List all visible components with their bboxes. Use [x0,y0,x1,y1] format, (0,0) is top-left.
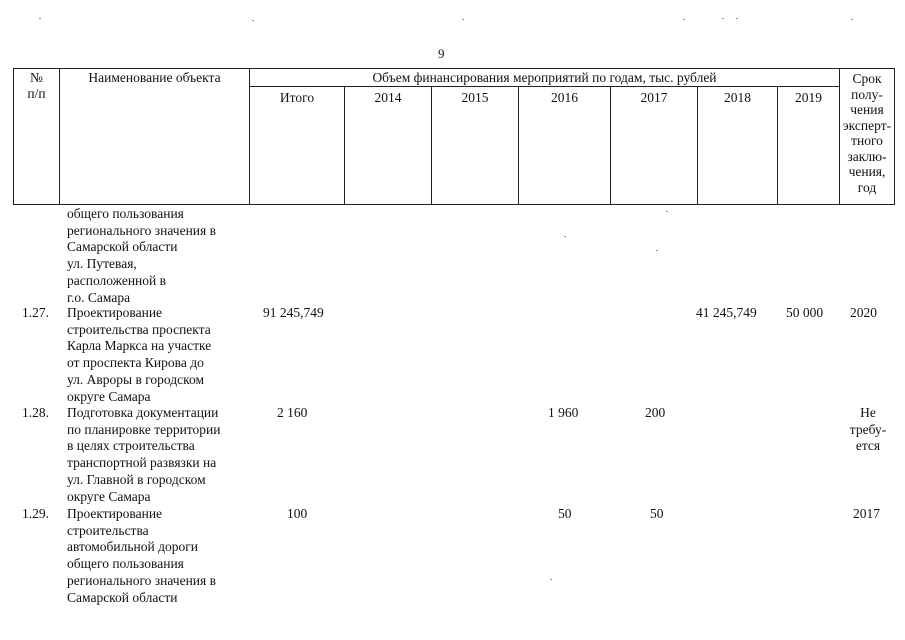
scan-speck [39,18,41,19]
header-year-2018: 2018 [698,86,778,204]
scan-speck [656,250,658,251]
header-year-2017: 2017 [611,86,698,204]
row-2017: 50 [650,506,664,521]
row-2017: 200 [645,405,666,420]
row-name: Проектирование строительства автомобильной дороги общего пользования регионального значения в Самарской области [67,506,216,605]
header-year-2016: 2016 [519,86,611,204]
header-num: № п/п [14,69,60,205]
row-number: 1.27. [22,305,49,320]
scan-speck [550,579,552,580]
row-total: 91 245,749 [263,305,324,320]
header-deadline: Срок полу- чения эксперт- тного заклю- чения, год [840,69,895,205]
header-year-2014: 2014 [345,86,432,204]
row-number: 1.29. [22,506,49,521]
header-funding: Объем финансирования мероприятий по годам, тыс. рублей [250,69,840,87]
row-2016: 1 960 [548,405,579,420]
row-2016: 50 [558,506,572,521]
scan-speck [666,211,668,212]
row-name: Подготовка документации по планировке территории в целях строительства транспортной развязки на ул. Главной в городском округе Самара [67,405,221,504]
table-header [13,68,895,205]
header-name: Наименование объекта [60,69,250,205]
row-2018: 41 245,749 [696,305,757,320]
row-total: 2 160 [277,405,308,420]
row-name: Проектирование строительства проспекта Карла Маркса на участке от проспекта Кирова до ул. Авроры в городском округе Самара [67,305,212,404]
scan-speck [736,18,738,19]
row-deadline: Не требу- ется [849,405,887,453]
continuation-text: общего пользования регионального значения в Самарской области ул. Путевая, расположенной в г.о. Самара [67,206,216,305]
row-deadline: 2017 [853,506,880,521]
row-total: 100 [287,506,308,521]
scan-speck [683,19,685,20]
row-number: 1.28. [22,405,49,420]
scan-speck [462,19,464,20]
row-deadline: 2020 [850,305,877,320]
row-2019: 50 000 [786,305,824,320]
header-year-2019: 2019 [778,86,840,204]
scan-speck [252,20,254,21]
scan-speck [851,19,853,20]
scan-speck [722,18,724,19]
scan-speck [564,236,566,237]
page-number: 9 [438,46,445,61]
header-year-2015: 2015 [432,86,519,204]
header-total: Итого [250,86,345,204]
